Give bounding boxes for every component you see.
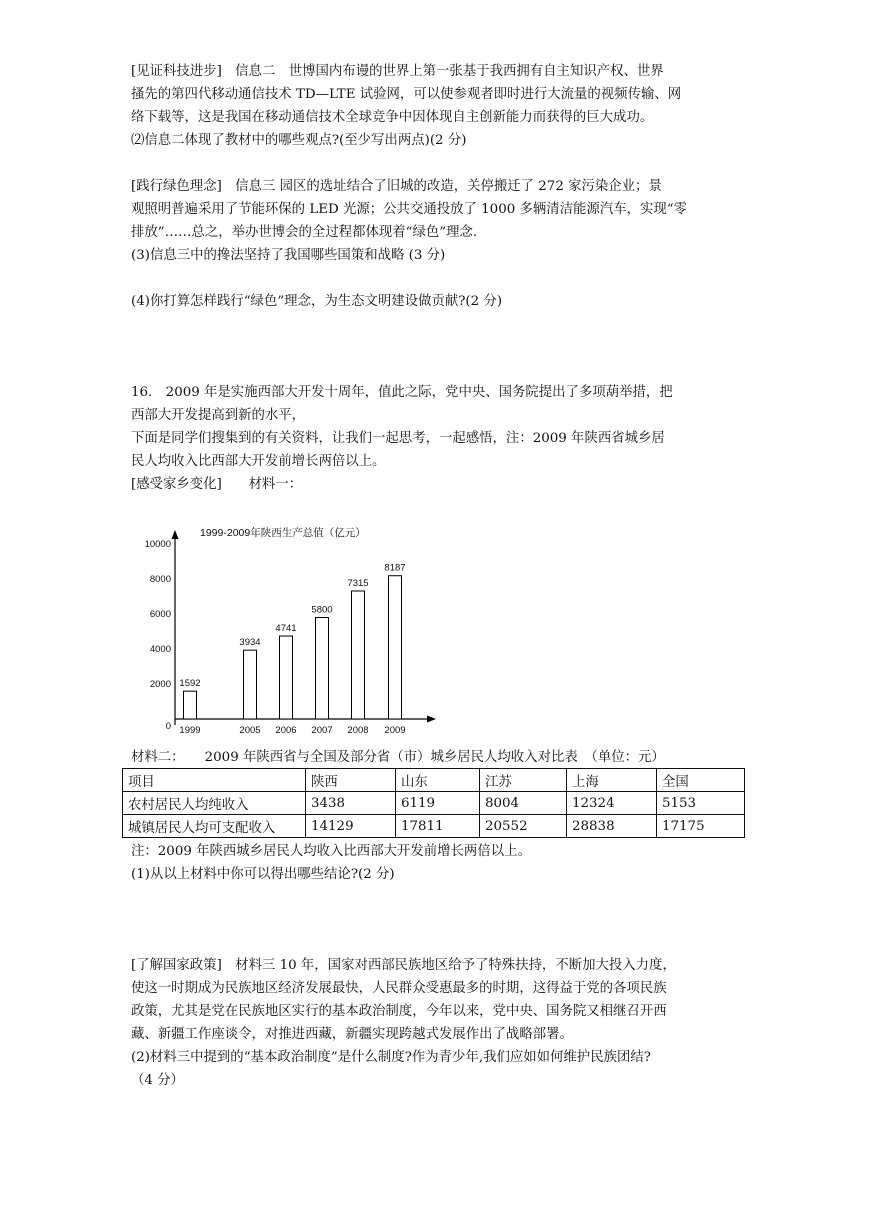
text-line: [践行绿色理念] 信息三 园区的选址结合了旧城的改造，关停搬迁了 272 家污染企业；景 (131, 179, 662, 194)
table-header-cell: 山东 (396, 769, 480, 792)
table-cell: 8004 (480, 792, 567, 815)
y-tick-label: 6000 (149, 609, 171, 620)
question-line: (3)信息三中的搀法坚持了我国哪些国策和战略 (3 分) (131, 248, 446, 263)
table-cell: 5153 (657, 792, 745, 815)
text-line: 使这一时期成为民族地区经济发展最快，人民群众受惠最多的时期，这得益于党的各项民族 (131, 981, 667, 996)
table-cell: 3438 (306, 792, 396, 815)
table-cell: 城镇居民人均可支配收入 (123, 815, 306, 838)
table-header-cell: 项目 (123, 769, 306, 792)
bar-value-label: 3934 (239, 637, 261, 649)
text-line: 观照明普遍采用了节能环保的 LED 光源；公共交通投放了 1000 多辆清洁能源汽车，实现“零 (131, 202, 688, 217)
chart-bar (280, 636, 293, 719)
chart-bar (352, 591, 365, 719)
table-cell: 14129 (306, 815, 396, 838)
x-tick-label: 2005 (239, 725, 261, 736)
chart-bar (389, 576, 402, 719)
x-tick-label: 1999 (179, 725, 201, 736)
bar-value-label: 1592 (179, 678, 201, 690)
chart-bar (316, 618, 329, 720)
y-tick-label: 2000 (149, 679, 171, 690)
chart-bar (244, 650, 257, 719)
table-caption: 材料二： 2009 年陕西省与全国及部分省（市）城乡居民人均收入对比表 （单位：元） (131, 750, 665, 765)
bar-value-label: 7315 (347, 577, 369, 589)
text-line: 搔先的第四代移动通信技术 TD—LTE 试验网，可以使参观者即时进行大流量的视频传输、网 (131, 87, 682, 102)
y-tick-label: 4000 (149, 644, 171, 655)
table-cell: 17175 (657, 815, 745, 838)
text-line: 政策，尤其是党在民族地区实行的基本政治制度，今年以来，党中央、国务院又相继召开西 (131, 1004, 667, 1019)
question-line: (4)你打算怎样践行“绿色”理念，为生态文明建设做贡献?(2 分) (131, 294, 503, 309)
text-line: 络下载等，这是我国在移动通信技术全球竞争中因体现自主创新能力而获得的巨大成功。 (131, 110, 654, 125)
text-line: 排放”……总之，举办世博会的全过程都体现着“绿色”理念. (131, 225, 478, 240)
table-row (123, 792, 745, 815)
x-tick-label: 2008 (347, 725, 369, 736)
question-line: （4 分） (131, 1073, 184, 1088)
gdp-bar-chart (118, 510, 448, 745)
x-tick-label: 2006 (275, 725, 297, 736)
income-comparison-table (122, 768, 745, 838)
bar-value-label: 5800 (311, 604, 333, 616)
text-line: 下面是同学们搜集到的有关资料，让我们一起思考，一起感悟，注：2009 年陕西省城乡居 (131, 431, 665, 446)
text-line: 藏、新疆工作座谈令，对推进西藏，新疆实现跨越式发展作出了战略部署。 (131, 1027, 573, 1042)
table-cell: 28838 (567, 815, 657, 838)
text-line: 16. 2009 年是实施西部大开发十周年，值此之际，党中央、国务院提出了多项葫举措，把 (131, 385, 673, 400)
y-axis-arrow (172, 530, 179, 539)
question-line: (1)从以上材料中你可以得出哪些结论?(2 分) (131, 867, 395, 882)
y-tick-label: 0 (165, 721, 171, 732)
table-header-row (123, 769, 745, 792)
chart-title: 1999-2009年陕西生产总值（亿元） (200, 527, 366, 539)
question-line: ⑵信息二体现了教材中的哪些观点?(至少写出两点)(2 分) (131, 133, 467, 148)
table-cell: 农村居民人均纯收入 (123, 792, 306, 815)
x-tick-label: 2007 (311, 725, 333, 736)
table-header-cell: 上海 (567, 769, 657, 792)
text-line: [了解国家政策] 材料三 10 年，国家对西部民族地区给予了特殊扶持，不断加大投入力度， (131, 958, 676, 973)
x-tick-label: 2009 (384, 725, 406, 736)
bar-value-label: 8187 (384, 562, 406, 574)
table-header-cell: 江苏 (480, 769, 567, 792)
note-line: 注：2009 年陕西城乡居民人均收入比西部大开发前增长两倍以上。 (131, 844, 531, 859)
table-cell: 20552 (480, 815, 567, 838)
table-row (123, 815, 745, 838)
table-cell: 12324 (567, 792, 657, 815)
question-line: (2)材料三中提到的“基本政治制度”是什么制度?作为青少年,我们应如如何维护民族团结? (131, 1050, 651, 1065)
y-tick-label: 8000 (149, 574, 171, 585)
x-axis-arrow (427, 716, 436, 723)
text-line: [见证科技进步] 信息二 世博国内布谩的世界上第一张基于我西拥有自主知识产权、世界 (131, 64, 664, 79)
table-header-cell: 陕西 (306, 769, 396, 792)
text-line: [感受家乡变化] 材料一： (131, 477, 303, 492)
table-header-cell: 全国 (657, 769, 745, 792)
y-tick-label: 10000 (144, 539, 171, 550)
chart-bar (184, 691, 197, 719)
bar-value-label: 4741 (275, 623, 297, 635)
text-line: 民人均收入比西部大开发前增长两倍以上。 (131, 454, 386, 469)
table-cell: 6119 (396, 792, 480, 815)
table-cell: 17811 (396, 815, 480, 838)
text-line: 西部大开发提高到新的水平， (131, 408, 306, 423)
